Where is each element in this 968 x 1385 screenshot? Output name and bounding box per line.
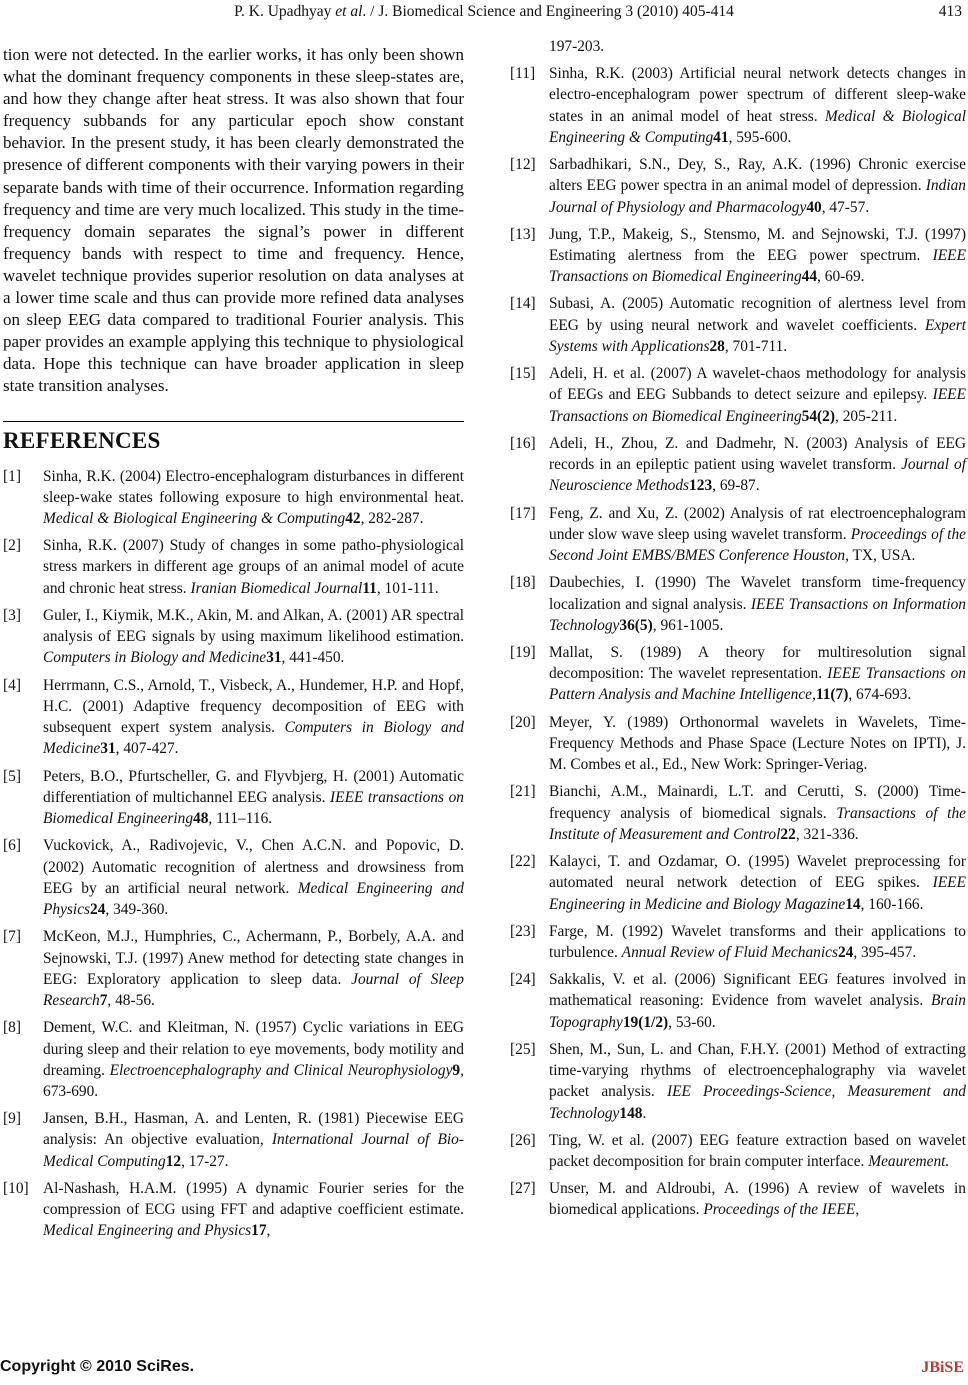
reference-vol: 41 xyxy=(713,128,729,146)
reference-number: [1] xyxy=(3,467,21,485)
reference-pre: Sakkalis, V. et al. (2006) Significant EEG features involved in mathematical reasoning: Evidence from wavelet analysis. xyxy=(549,971,966,1010)
reference-pre: Sarbadhikari, S.N., Dey, S., Ray, A.K. (1996) Chronic exercise alters EEG power spectra in an animal model of depression. xyxy=(549,156,966,195)
reference-pre: Bianchi, A.M., Mainardi, L.T. and Cerutti, S. (2000) Time-frequency analysis of biomedical signals. xyxy=(549,783,966,822)
reference-post: , 961-1005. xyxy=(652,616,724,634)
page-number: 413 xyxy=(938,3,962,20)
reference-text xyxy=(43,466,464,530)
reference-number: [23] xyxy=(510,922,536,940)
reference-item xyxy=(3,926,464,1011)
references-heading: REFERENCES xyxy=(3,427,161,453)
reference-post: , xyxy=(855,1201,860,1219)
copyright-notice: Copyright © 2010 SciRes. xyxy=(0,1358,195,1375)
reference-item xyxy=(510,781,966,845)
reference-journal: IEEE Engineering in Medicine and Biology Magazine xyxy=(549,874,966,913)
reference-post: , 69-87. xyxy=(712,477,760,495)
reference-post: , 47-57. xyxy=(821,198,870,216)
reference-continuation xyxy=(510,36,966,57)
reference-item xyxy=(510,572,966,636)
reference-pre: Jung, T.P., Makeig, S., Stensmo, M. and Sejnowski, T.J. (1997) Estimating alertness from the EEG power spectrum. xyxy=(549,225,966,265)
reference-item xyxy=(510,363,966,427)
reference-pre: Vuckovick, A., Radivojevic, V., Chen A.C.N. and Popovic, D. (2002) Automatic recognition of alertness and drowsiness from EEG by an artificial neural network. xyxy=(43,837,464,897)
reference-text xyxy=(549,712,966,776)
reference-item xyxy=(510,1178,966,1221)
reference-vol: 44 xyxy=(801,268,818,286)
reference-number: [15] xyxy=(510,365,536,383)
reference-pre: Mallat, S. (1989) A theory for multiresolution signal decomposition: The wavelet representation. xyxy=(549,643,966,683)
reference-pre: Sinha, R.K. (2003) Artificial neural network detects changes in electro-encephalogram power spectrum of different sleep-wake states in an animal model of heat stress. xyxy=(549,65,966,125)
reference-text xyxy=(549,851,966,915)
reference-journal: Transactions of the Institute of Measurement and Control xyxy=(549,804,966,843)
reference-number: [12] xyxy=(510,156,536,174)
reference-text xyxy=(549,921,966,964)
reference-pre: Sinha, R.K. (2004) Electro-encephalogram disturbances in different sleep-wake states following exposure to high environmental heat. xyxy=(43,467,464,506)
reference-pre: Adeli, H. et al. (2007) A wavelet-chaos methodology for analysis of EEGs and EEG Subbands to detect seizure and epilepsy. xyxy=(549,365,966,404)
reference-post: . xyxy=(642,1104,647,1122)
reference-vol: 11(7) xyxy=(815,686,849,704)
reference-pre: Herrmann, C.S., Arnold, T., Visbeck, A., Hundemer, H.P. and Hopf, H.C. (2001) Adaptive frequency decomposition of EEG with subsequent expert system analysis. xyxy=(43,676,464,737)
running-header xyxy=(0,2,968,22)
reference-pre: Feng, Z. and Xu, Z. (2002) Analysis of rat electroencephalogram under slow wave sleep using wavelet transform. xyxy=(549,504,966,543)
reference-journal: Medical & Biological Engineering & Computing xyxy=(43,510,346,528)
reference-post: , 595-600. xyxy=(728,128,792,146)
reference-item xyxy=(510,969,966,1033)
reference-item xyxy=(3,466,464,530)
reference-text xyxy=(43,675,464,760)
reference-number: [19] xyxy=(510,643,536,661)
reference-item xyxy=(510,642,966,706)
reference-journal: Meaurement. xyxy=(868,1153,950,1170)
reference-item xyxy=(3,675,464,760)
reference-number: [9] xyxy=(3,1110,21,1128)
reference-post: , 53-60. xyxy=(668,1013,716,1031)
reference-post: , 48-56. xyxy=(107,992,155,1010)
reference-item xyxy=(510,851,966,915)
reference-item xyxy=(510,154,966,218)
reference-journal: Indian Journal of Physiology and Pharmacology xyxy=(549,177,966,216)
reference-post: , 441-450. xyxy=(281,649,345,667)
reference-text xyxy=(549,433,966,497)
reference-item xyxy=(3,835,464,920)
reference-pre: McKeon, M.J., Humphries, C., Achermann, P., Borbely, A.A. and Sejnowski, T.J. (1997) Anew method for detecting state changes in EEG: Exploratory application to sleep data. xyxy=(43,928,464,988)
reference-journal: Medical & Biological Engineering & Computing xyxy=(549,107,966,146)
body-paragraph: tion were not detected. In the earlier works, it has only been shown what the dominant frequency components in these sleep-states are, and how they change after heat stress. It was also shown that four frequency subbands for any particular epoch show constant behavior. In the present study, it has been clearly demonstrated the presence of different components with their varying powers in their separate bands with time of their occurrence. Information regarding frequency and time are very much localized. This study in the time-frequency domain separates the signal’s power in different frequency bands with respect to time and frequency. Hence, wavelet technique provides superior resolution on data analyses at a lower time scale and thus can provide more refined data analyses on sleep EEG data compared to traditional Fourier analysis. This paper provides an example applying this technique to physiological data. Hope this technique can have broader application in sleep state transition analyses. xyxy=(3,45,464,396)
reference-post: , 17-27. xyxy=(181,1152,229,1170)
reference-journal: Medical Engineering and Physics xyxy=(43,1222,252,1240)
reference-text xyxy=(43,766,464,830)
reference-post: , 673-690. xyxy=(43,1061,464,1101)
reference-list-right xyxy=(510,63,966,1221)
reference-journal: Iranian Biomedical Journal xyxy=(190,579,363,597)
reference-vol: 123 xyxy=(689,477,713,495)
reference-pre: Ting, W. et al. (2007) EEG feature extraction based on wavelet packet decomposition for brain computer interface. xyxy=(549,1131,966,1170)
reference-pre: Unser, M. and Aldroubi, A. (1996) A review of wavelets in biomedical applications. xyxy=(549,1180,966,1219)
reference-journal: IEEE Transactions on Pattern Analysis and Machine Intelligence, xyxy=(549,665,966,704)
header-journal: . / J. Biomedical Science and Engineering 3 (2010) 405-414 xyxy=(362,3,734,20)
reference-pre: Peters, B.O., Pfurtscheller, G. and Flyvbjerg, H. (2001) Automatic differentiation of multichannel EEG analysis. xyxy=(43,767,464,806)
reference-journal: Expert Systems with Applications xyxy=(549,316,966,356)
reference-text xyxy=(43,535,464,599)
reference-pre: Jansen, B.H., Hasman, A. and Lenten, R. (1981) Piecewise EEG analysis: An objective evaluation, xyxy=(43,1110,464,1149)
reference-text xyxy=(549,1130,966,1173)
reference-vol: 9 xyxy=(452,1061,461,1079)
reference-vol: 17 xyxy=(251,1222,267,1240)
reference-vol: 31 xyxy=(266,649,282,667)
reference-item xyxy=(510,503,966,567)
reference-number: [16] xyxy=(510,434,536,452)
reference-number: [6] xyxy=(3,837,21,855)
reference-number: [20] xyxy=(510,713,536,731)
reference-item xyxy=(510,712,966,776)
reference-item xyxy=(3,605,464,669)
reference-number: [17] xyxy=(510,504,536,522)
reference-journal: IEEE Transactions on Biomedical Engineering xyxy=(549,386,966,425)
header-etal: et al xyxy=(335,3,363,20)
reference-list-left xyxy=(3,466,464,1242)
reference-vol: 12 xyxy=(165,1152,182,1170)
reference-text xyxy=(43,835,464,920)
reference-number: [27] xyxy=(510,1180,536,1198)
reference-item xyxy=(510,433,966,497)
reference-item xyxy=(3,535,464,599)
reference-number: [21] xyxy=(510,783,536,801)
reference-pre: Adeli, H., Zhou, Z. and Dadmehr, N. (2003) Analysis of EEG records in an epileptic patient using wavelet transform. xyxy=(549,434,966,474)
reference-journal: IEEE transactions on Biomedical Engineering xyxy=(43,788,464,828)
reference-post: , 701-711. xyxy=(724,338,788,356)
reference-number: [14] xyxy=(510,295,536,313)
reference-text xyxy=(549,642,966,706)
reference-continuation-text: 197-203. xyxy=(549,38,605,55)
reference-post: , 395-457. xyxy=(853,943,917,961)
reference-post: , TX, USA. xyxy=(845,547,916,565)
reference-text xyxy=(43,1178,464,1242)
reference-item xyxy=(510,1130,966,1173)
reference-text xyxy=(549,969,966,1033)
reference-pre: Farge, M. (1992) Wavelet transforms and their applications to turbulence. xyxy=(549,922,966,961)
reference-vol: 42 xyxy=(345,510,361,528)
reference-journal: IEEE Transactions on Information Technology xyxy=(549,595,966,634)
reference-number: [11] xyxy=(510,65,536,83)
reference-journal: Proceedings of the Second Joint EMBS/BMES Conference Houston xyxy=(549,525,966,565)
reference-item xyxy=(510,1039,966,1124)
reference-vol: 24 xyxy=(90,901,106,919)
reference-number: [4] xyxy=(3,676,21,694)
reference-text xyxy=(43,926,464,1011)
section-divider xyxy=(3,421,464,422)
reference-pre: Daubechies, I. (1990) The Wavelet transform time-frequency localization and signal analysis. xyxy=(549,574,966,613)
reference-number: [24] xyxy=(510,971,536,989)
reference-vol: 40 xyxy=(806,198,822,216)
reference-number: [25] xyxy=(510,1040,536,1058)
reference-pre: Sinha, R.K. (2007) Study of changes in some patho-physiological stress markers in different age groups of an animal model of acute and chronic heat stress. xyxy=(43,537,464,597)
reference-text xyxy=(43,1108,464,1172)
reference-item xyxy=(510,224,966,288)
reference-number: [26] xyxy=(510,1131,536,1149)
reference-vol: 14 xyxy=(845,895,861,913)
reference-post: , 321-336. xyxy=(795,825,859,843)
reference-post: , 349-360. xyxy=(105,901,169,919)
reference-number: [3] xyxy=(3,606,21,624)
reference-journal: Computers in Biology and Medicine xyxy=(43,649,267,667)
reference-item xyxy=(3,1108,464,1172)
page-footer xyxy=(0,1358,968,1382)
reference-vol: 19(1/2) xyxy=(622,1013,669,1031)
reference-number: [10] xyxy=(3,1179,29,1197)
reference-pre: Al-Nashash, H.A.M. (1995) A dynamic Fourier series for the compression of ECG using FFT and adaptive coefficient estimate. xyxy=(43,1179,464,1219)
reference-number: [22] xyxy=(510,852,536,870)
reference-post: , 282-287. xyxy=(360,510,424,528)
reference-text xyxy=(549,154,966,218)
reference-item xyxy=(510,63,966,148)
reference-vol: 31 xyxy=(100,740,116,758)
reference-pre: Kalayci, T. and Ozdamar, O. (1995) Wavelet preprocessing for automated neural network detection of EEG spikes. xyxy=(549,852,966,892)
reference-journal: Brain Topography xyxy=(549,992,966,1031)
reference-journal: International Journal of Bio-Medical Computing xyxy=(43,1131,464,1170)
reference-text xyxy=(549,781,966,845)
reference-text xyxy=(549,1039,966,1124)
journal-abbreviation: JBiSE xyxy=(921,1359,964,1376)
reference-text xyxy=(549,503,966,567)
reference-vol: 22 xyxy=(780,825,796,843)
reference-post: , 101-111. xyxy=(376,579,439,597)
reference-text xyxy=(549,363,966,427)
reference-post: , 674-693. xyxy=(848,686,912,704)
header-author: P. K. Upadhyay xyxy=(234,3,332,20)
reference-journal: IEE Proceedings-Science, Measurement and Technology xyxy=(549,1083,966,1122)
reference-item xyxy=(510,293,966,357)
reference-post: , 160-166. xyxy=(860,895,924,913)
reference-pre: Shen, M., Sun, L. and Chan, F.H.Y. (2001) Method of extracting time-varying rhythms of electroencephalography via wavelet packet analysis. xyxy=(549,1040,966,1101)
reference-journal: Computers in Biology and Medicine xyxy=(43,719,464,758)
reference-vol: 48 xyxy=(193,810,209,828)
reference-vol: 28 xyxy=(709,338,725,356)
reference-item xyxy=(510,921,966,964)
reference-pre: Guler, I., Kiymik, M.K., Akin, M. and Alkan, A. (2001) AR spectral analysis of EEG signals by using maximum likelihood estimation. xyxy=(43,606,464,646)
reference-vol: 148 xyxy=(619,1104,643,1122)
reference-journal: Medical Engineering and Physics xyxy=(43,879,464,919)
reference-post: , xyxy=(266,1222,271,1240)
reference-text xyxy=(549,572,966,636)
reference-post: , 111–116. xyxy=(208,810,273,828)
left-column xyxy=(3,38,464,1248)
reference-vol: 54(2) xyxy=(801,407,835,425)
reference-vol: 7 xyxy=(99,992,108,1010)
reference-journal: Journal of Sleep Research xyxy=(43,970,464,1010)
reference-number: [2] xyxy=(3,537,21,555)
reference-journal: Annual Review of Fluid Mechanics xyxy=(621,943,838,961)
reference-journal: Proceedings of the IEEE xyxy=(703,1201,856,1219)
reference-number: [18] xyxy=(510,574,536,592)
reference-vol: 11 xyxy=(362,579,377,597)
reference-number: [13] xyxy=(510,225,536,243)
reference-text xyxy=(549,293,966,357)
reference-number: [5] xyxy=(3,767,21,785)
reference-post: , 407-427. xyxy=(115,740,179,758)
reference-text xyxy=(549,63,966,148)
reference-number: [8] xyxy=(3,1019,21,1037)
reference-item xyxy=(3,1017,464,1102)
reference-journal: Electroencephalography and Clinical Neurophysiology xyxy=(109,1061,453,1079)
reference-post: , 60-69. xyxy=(817,268,865,286)
reference-item xyxy=(3,1178,464,1242)
reference-vol: 24 xyxy=(837,943,854,961)
reference-journal: IEEE Transactions on Biomedical Engineering xyxy=(549,247,966,286)
reference-pre: Subasi, A. (2005) Automatic recognition of alertness level from EEG by using neural network and wavelet coefficients. xyxy=(549,295,966,334)
reference-item xyxy=(3,766,464,830)
reference-pre: Meyer, Y. (1989) Orthonormal wavelets in Wavelets, Time-Frequency Methods and Phase Space (Lecture Notes on IPTI), J. M. Combes et al., Ed., New Work: Springer-Veriag. xyxy=(549,713,966,774)
right-column xyxy=(510,36,966,1226)
reference-vol: 36(5) xyxy=(619,616,653,634)
reference-text xyxy=(549,1178,966,1221)
reference-pre: Dement, W.C. and Kleitman, N. (1957) Cyclic variations in EEG during sleep and their relation to eye movements, body motility and dreaming. xyxy=(43,1019,464,1079)
reference-journal: Journal of Neuroscience Methods xyxy=(549,456,967,495)
reference-text xyxy=(549,224,966,288)
reference-number: [7] xyxy=(3,928,21,946)
reference-text xyxy=(43,605,464,669)
reference-text xyxy=(43,1017,464,1102)
reference-post: , 205-211. xyxy=(835,407,898,425)
